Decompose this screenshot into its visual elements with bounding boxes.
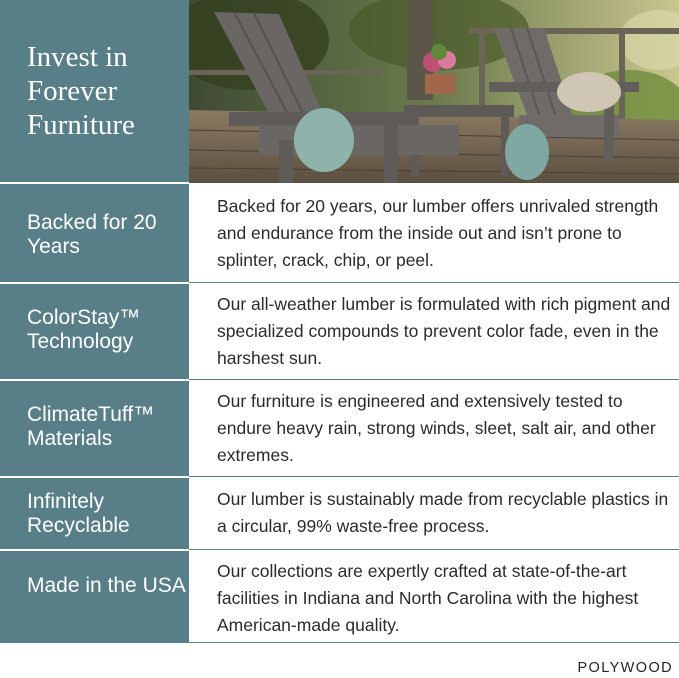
bottom-divider	[189, 642, 679, 643]
row-divider	[0, 379, 189, 381]
row-description-usa: Our collections are expertly crafted at state-of-the-art facilities in Indiana and North Carolina with the highest American-made quality.	[217, 561, 639, 635]
row-label-recyclable: Infinitely Recyclable	[27, 490, 130, 537]
row-divider	[0, 182, 189, 184]
row-label-usa: Made in the USA	[27, 574, 186, 597]
row-divider	[189, 282, 679, 283]
row-description-backed: Backed for 20 years, our lumber offers unrivaled strength and endurance from the inside out and isn’t prone to splinter, crack, chip, or peel.	[217, 196, 659, 270]
row-label-climatetuff: ClimateTuff™ Materials	[27, 403, 155, 450]
hero-title: Invest in Forever Furniture	[27, 41, 135, 141]
row-description-recyclable: Our lumber is sustainably made from recyclable plastics in a circular, 99% waste-free process.	[217, 489, 669, 536]
row-divider	[189, 549, 679, 550]
adirondack-chairs-deck-photo	[189, 0, 679, 183]
row-divider	[0, 476, 189, 478]
brand-logo: POLYWOOD	[577, 660, 673, 676]
row-label-colorstay: ColorStay™ Technology	[27, 306, 141, 353]
row-divider	[189, 476, 679, 477]
row-divider	[0, 282, 189, 284]
row-description-climatetuff: Our furniture is engineered and extensively tested to endure heavy rain, strong winds, sleet, salt air, and other extremes.	[217, 391, 656, 465]
hero-photo	[189, 0, 679, 183]
row-divider	[189, 379, 679, 380]
row-divider	[0, 549, 189, 551]
row-label-backed: Backed for 20 Years	[27, 211, 157, 258]
row-description-colorstay: Our all-weather lumber is formulated with rich pigment and specialized compounds to prevent color fade, even in the harshest sun.	[217, 294, 671, 368]
